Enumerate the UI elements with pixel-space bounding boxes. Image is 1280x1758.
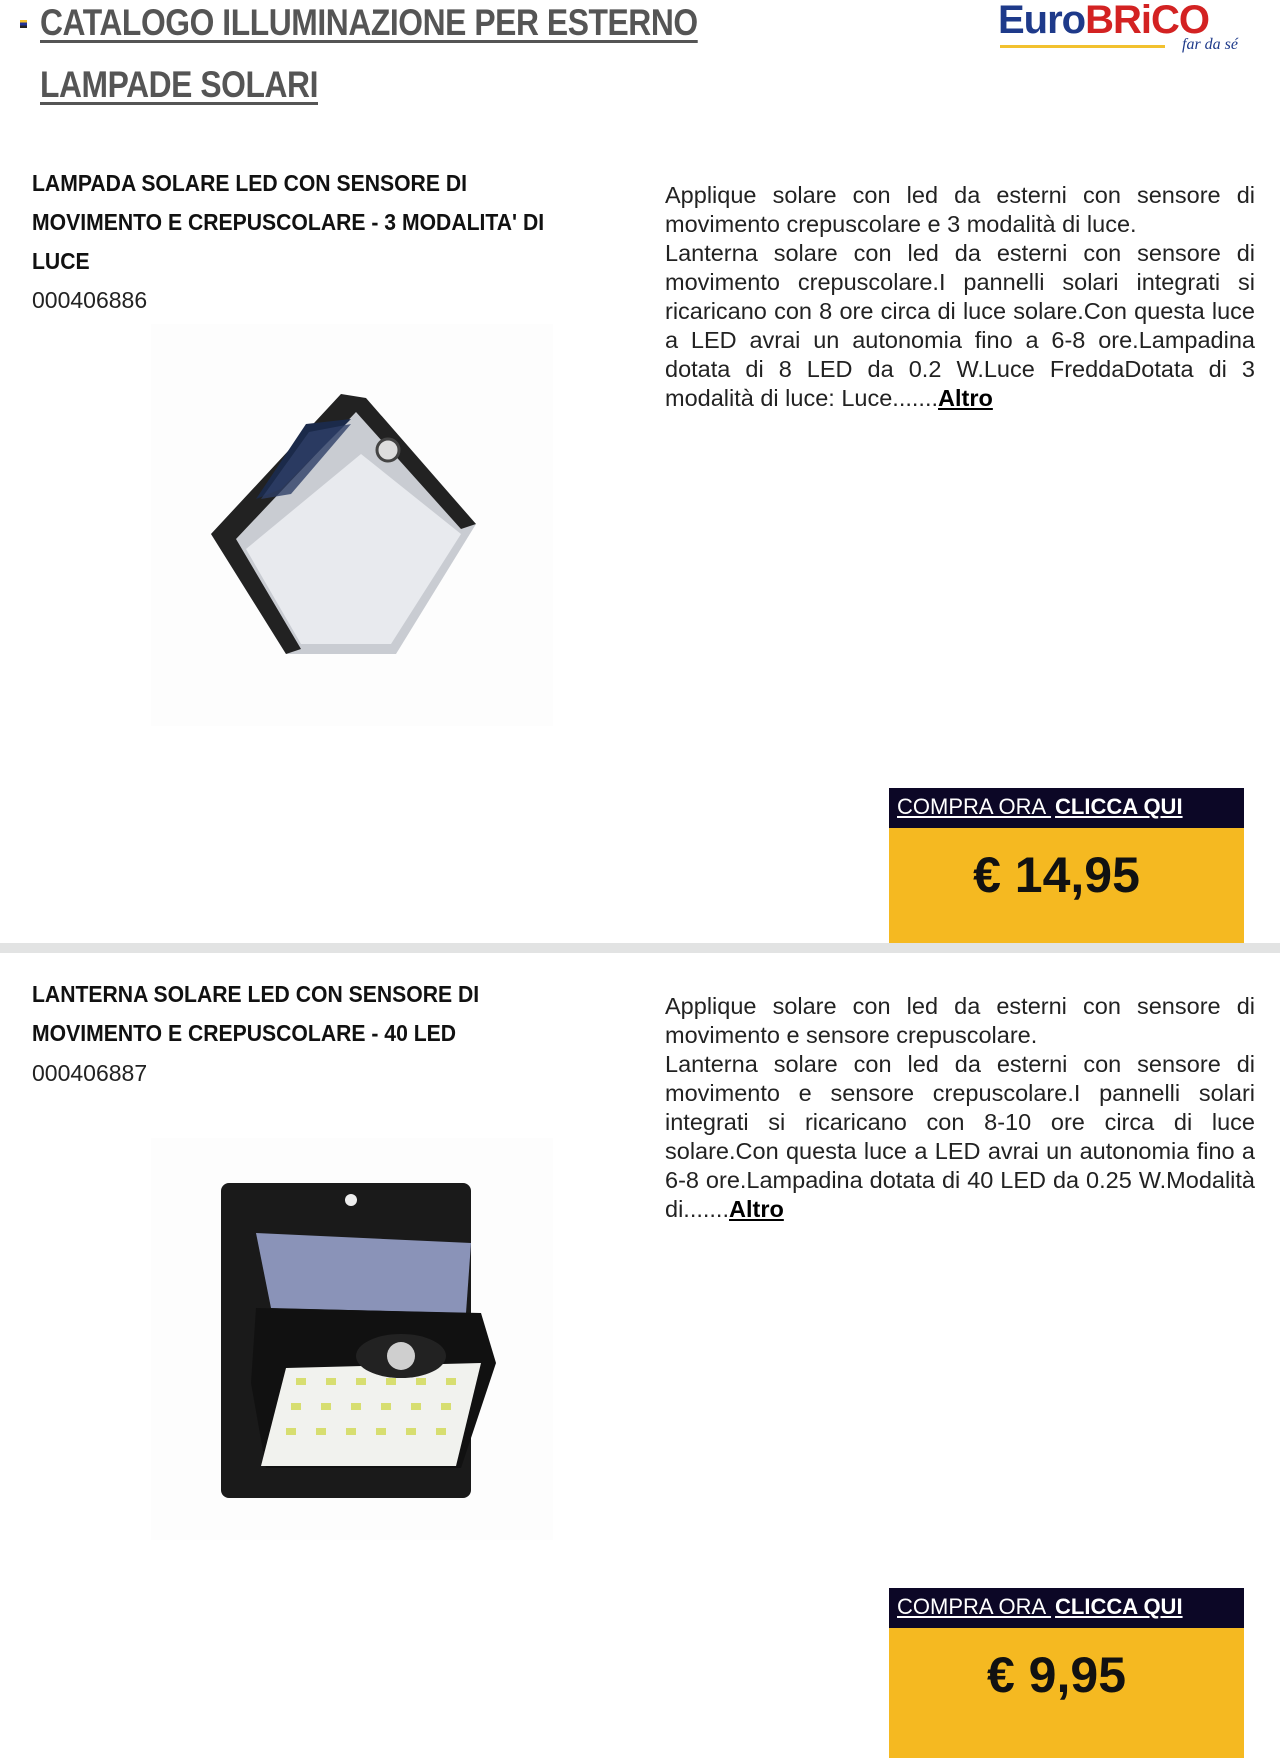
click-here-link[interactable]: CLICCA QUI — [1055, 794, 1183, 819]
logo-tagline: far da sé — [1182, 36, 1238, 53]
buy-header — [889, 1588, 1244, 1628]
logo-euro: Euro — [998, 0, 1086, 42]
buy-box — [889, 788, 1244, 948]
product-code: 000406886 — [32, 287, 148, 313]
solar-led-lantern-icon — [151, 1138, 553, 1540]
section-title: LAMPADE SOLARI — [40, 64, 319, 105]
description-intro: Applique solare con led da esterni con sensore di movimento e sensore crepuscolare. — [665, 993, 1255, 1048]
product-code: 000406887 — [32, 1060, 148, 1086]
product-image — [151, 1138, 553, 1540]
buy-now-link[interactable]: COMPRA ORA — [897, 1594, 1052, 1619]
price: € 9,95 — [889, 1628, 1244, 1758]
description-intro: Applique solare con led da esterni con sensore di movimento crepuscolare e 3 modalità di luce. — [665, 182, 1255, 237]
product-image — [151, 324, 553, 726]
color-marker — [20, 20, 27, 28]
more-link[interactable]: Altro — [938, 385, 993, 411]
buy-header — [889, 788, 1244, 828]
product-name: LANTERNA SOLARE LED CON SENSORE DI MOVIMENTO E CREPUSCOLARE - 40 LED — [32, 981, 480, 1046]
product-separator — [0, 943, 1280, 953]
more-link[interactable]: Altro — [729, 1196, 784, 1222]
buy-box — [889, 1588, 1244, 1758]
product-description — [665, 181, 1255, 413]
eurobrico-logo[interactable] — [998, 0, 1248, 58]
description-body: Lanterna solare con led da esterni con sensore di movimento e sensore crepuscolare.I pannelli solari integrati si ricaricano con 8-10 ore circa di luce solare.Con questa luce a LED avrai un autonomia fino a 6-8 ore.Lampadina dotata di 40 LED da 0.25 W.Modalità di....... — [665, 1051, 1255, 1222]
price: € 14,95 — [889, 828, 1244, 948]
logo-underline — [1000, 45, 1165, 48]
logo-brico: BRiCO — [1085, 0, 1210, 42]
description-body: Lanterna solare con led da esterni con sensore di movimento crepuscolare.I pannelli solari integrati si ricaricano con 8 ore circa di luce solare.Con questa luce a LED avrai un autonomia fino a 6-8 ore.Lampadina dotata di 8 LED da 0.2 W.Luce FreddaDotata di 3 modalità di luce: Luce....... — [665, 240, 1255, 411]
catalog-title: CATALOGO ILLUMINAZIONE PER ESTERNO — [40, 2, 698, 43]
product-description — [665, 992, 1255, 1224]
product-name: LAMPADA SOLARE LED CON SENSORE DI MOVIMENTO E CREPUSCOLARE - 3 MODALITA' DI LUCE — [32, 170, 545, 274]
solar-wall-lamp-icon — [151, 324, 553, 726]
click-here-link[interactable]: CLICCA QUI — [1055, 1594, 1183, 1619]
buy-now-link[interactable]: COMPRA ORA — [897, 794, 1052, 819]
